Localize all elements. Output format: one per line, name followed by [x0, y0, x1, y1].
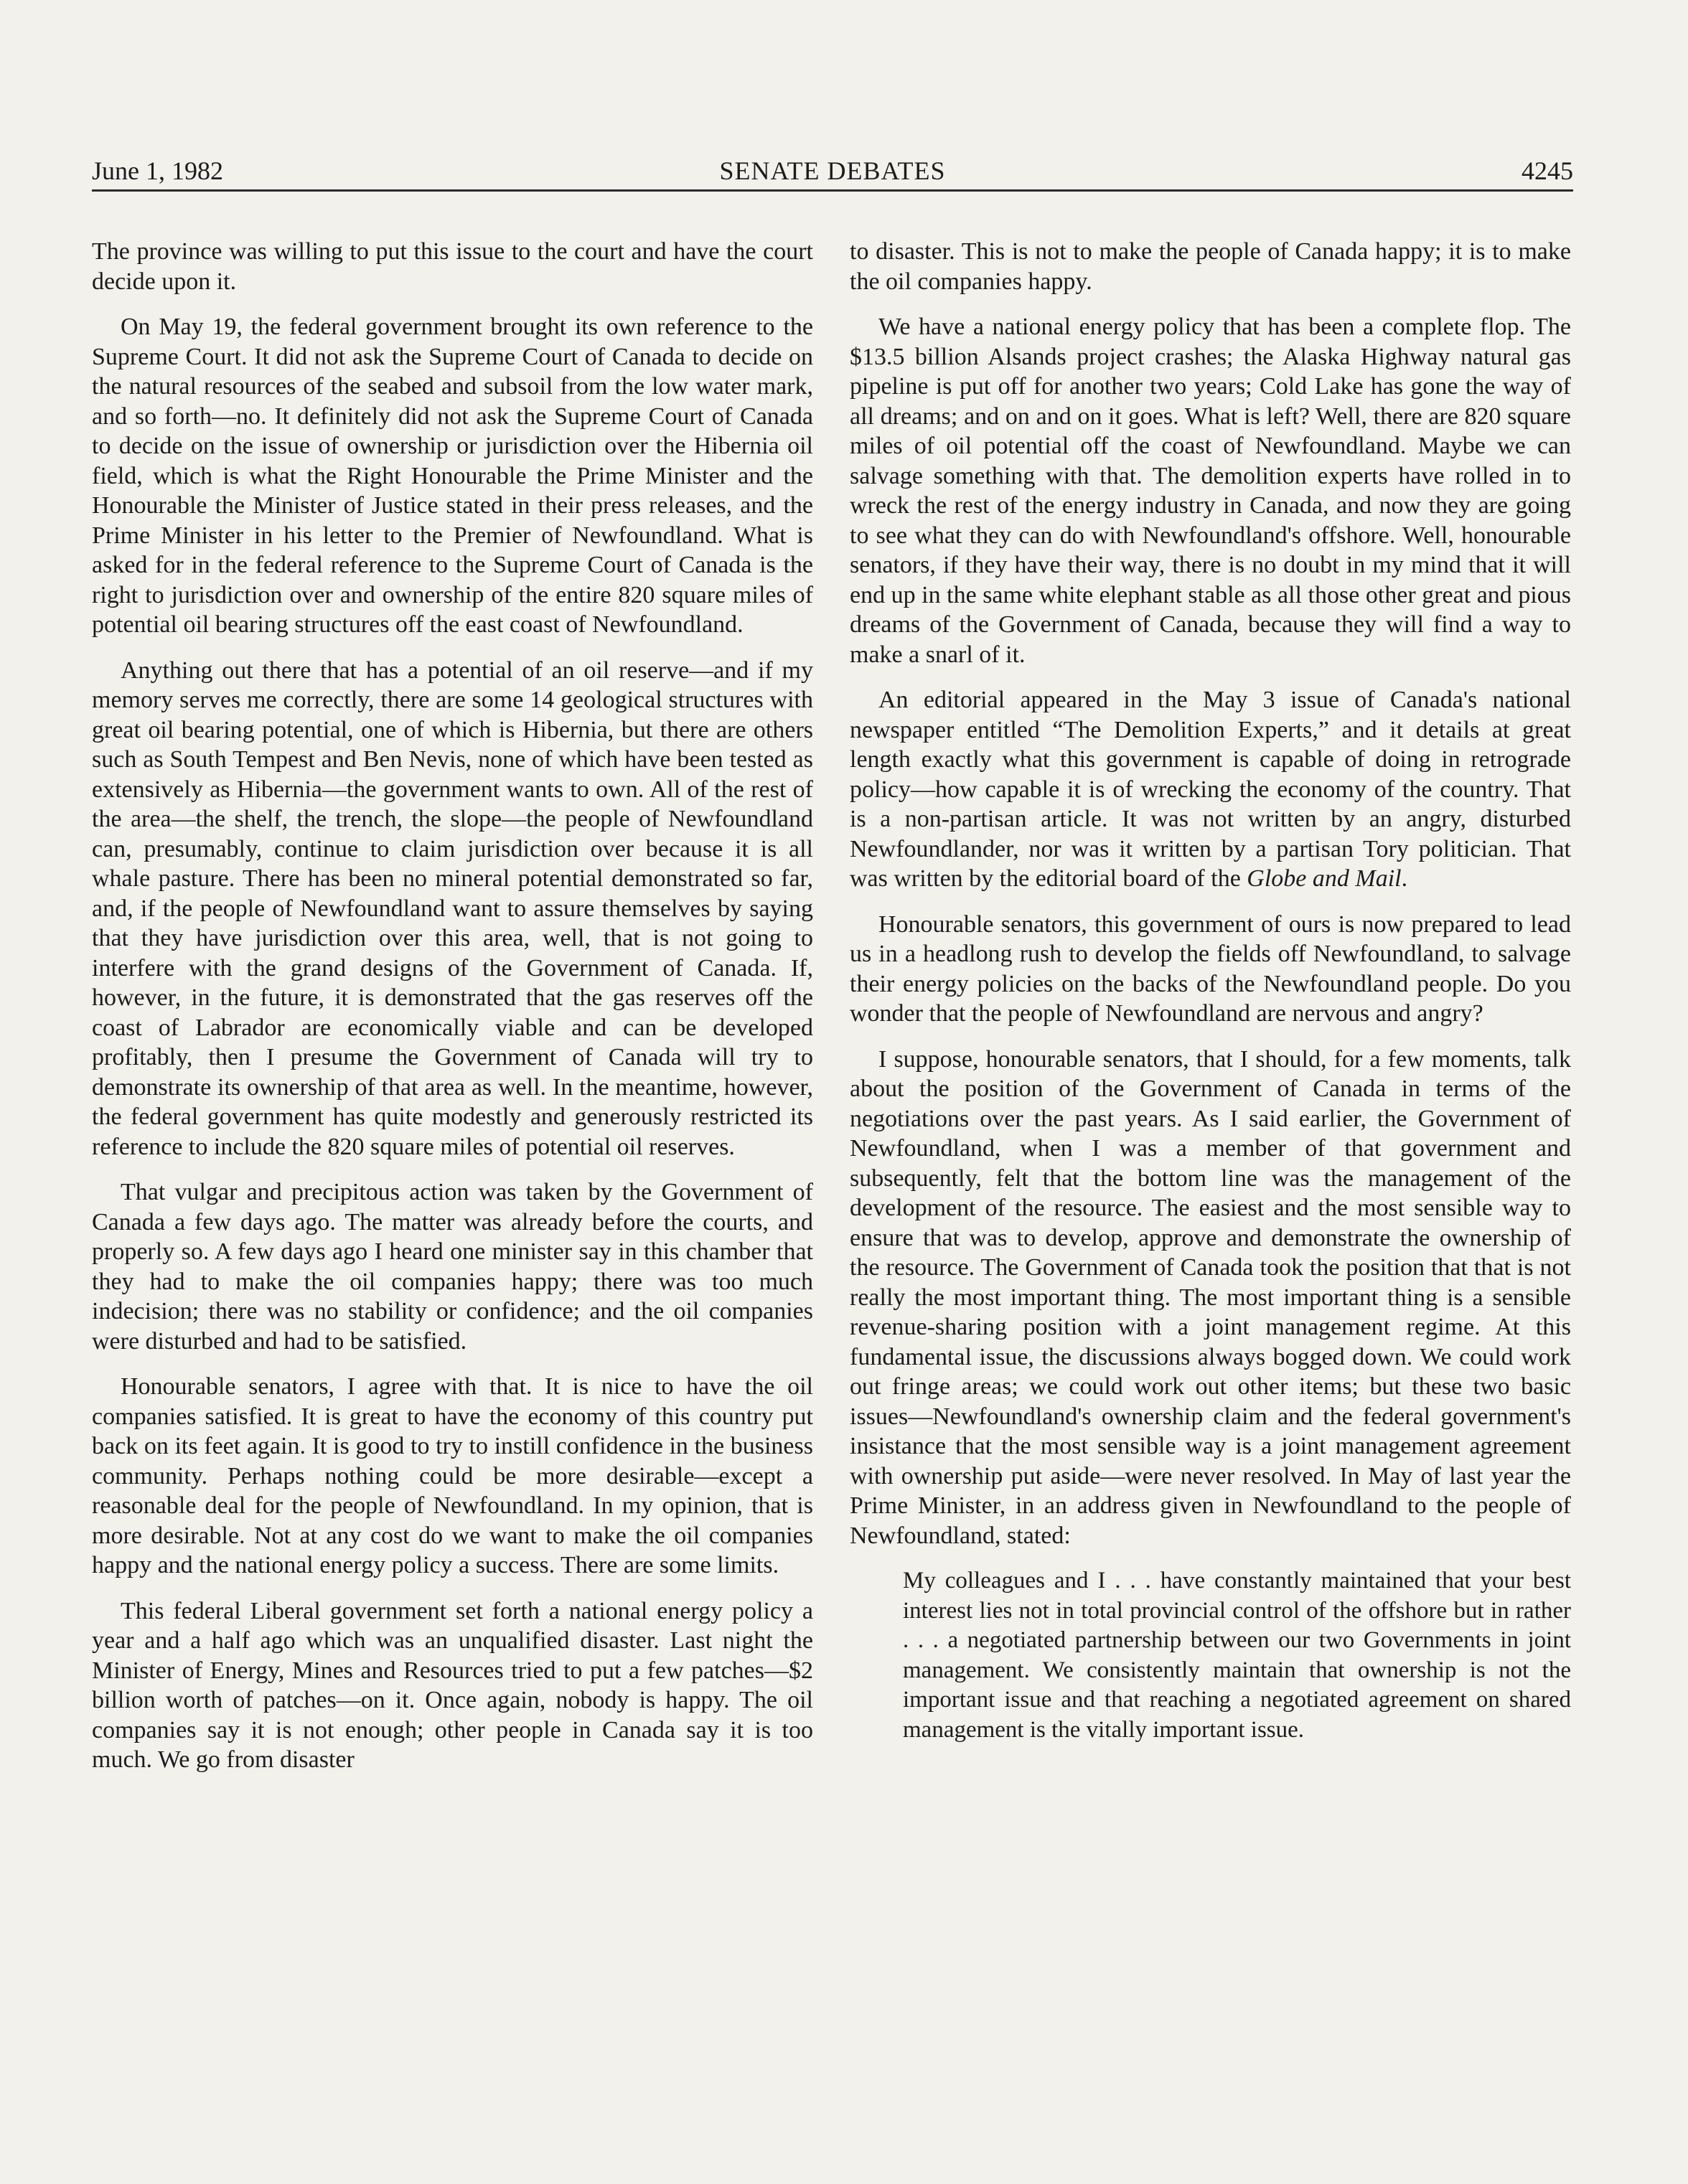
paragraph: Honourable senators, I agree with that. It is nice to have the oil companies satisfied. It is great to have the economy of this country put back on its feet again. It is good to try to instill confidence in the business community. Perhaps nothing could be more desirable—except a reasonable deal for the people of Newfoundland. In my opinion, that is more desirable. Not at any cost do we want to make the oil companies happy and the national energy policy a success. There are some limits.: [92, 1373, 813, 1578]
newspaper-title: Globe and Mail: [1247, 865, 1402, 892]
paragraph: Honourable senators, this government of ours is now prepared to lead us in a headlong rush to develop the fields off Newfoundland, to salvage their energy policies on the backs of the Newfoundland people. Do you wonder that the people of Newfoundland are nervous and angry?: [850, 910, 1571, 1027]
paragraph: I suppose, honourable senators, that I should, for a few moments, talk about the position of the Government of Canada in terms of the negotiations over the past years. As I said earlier, the Government of Newfoundland, when I was a member of that government and subsequently, felt that the bottom line was the management of the development of the resource. The easiest and the most sensible way to ensure that was to develop, approve and demonstrate the ownership of the resource. The Government of Canada took the position that that is not really the most important thing. The most important thing is a sensible revenue-sharing position with a joint management regime. At this fundamental issue, the discussions always bogged down. We could work out fringe areas; we could work out other items; but these two basic issues—Newfoundland's ownership claim and the federal government's insistance that the most sensible way is a joint management agreement with ownership put aside—were never resolved. In May of last year the Prime Minister, in an address given in Newfoundland to the people of Newfoundland, stated:: [850, 1045, 1571, 1549]
paragraph: [850, 685, 1571, 894]
header-title: SENATE DEBATES: [719, 156, 946, 185]
paragraph: to disaster. This is not to make the people of Canada happy; it is to make the oil companies happy.: [850, 238, 1571, 295]
paragraph-end: .: [1401, 865, 1408, 892]
header-page-number: 4245: [1521, 156, 1573, 185]
block-quote: My colleagues and I . . . have constantly maintained that your best interest lies not in total provincial control of the offshore but in rather . . . a negotiated partnership between our two Governments in joint management. We consistently maintain that ownership is not the important issue and that reaching a negotiated agreement on shared management is the vitally important issue.: [903, 1568, 1571, 1743]
paragraph: The province was willing to put this issue to the court and have the court decide upon it.: [92, 238, 813, 295]
paragraph: That vulgar and precipitous action was taken by the Government of Canada a few days ago. The matter was already before the courts, and properly so. A few days ago I heard one minister say in this chamber that they had to make the oil companies happy; there was too much indecision; there was no stability or confidence; and the oil companies were disturbed and had to be satisfied.: [92, 1179, 813, 1355]
paragraph: We have a national energy policy that has been a complete flop. The $13.5 billion Alsands project crashes; the Alaska Highway natural gas pipeline is put off for another two years; Cold Lake has gone the way of all dreams; and on and on it goes. What is left? Well, there are 820 square miles of oil potential off the coast of Newfoundland. Maybe we can salvage something with that. The demolition experts have rolled in to wreck the rest of the energy industry in Canada, and now they are going to see what they can do with Newfoundland's offshore. Well, honourable senators, if they have their way, there is no doubt in my mind that it will end up in the same white elephant stable as all those other great and pious dreams of the Government of Canada, because they will find a way to make a snarl of it.: [850, 314, 1571, 668]
paragraph: Anything out there that has a potential of an oil reserve—and if my memory serves me correctly, there are some 14 geological structures with great oil bearing potential, one of which is Hibernia, but there are others such as South Tempest and Ben Nevis, none of which have been tested as extensively as Hibernia—the government wants to own. All of the rest of the area—the shelf, the trench, the slope—the people of Newfoundland can, presumably, continue to claim jurisdiction over because it is all whale pasture. There has been no mineral potential demonstrated so far, and, if the people of Newfoundland want to assure themselves by saying that they have jurisdiction over this area, well, that is not going to interfere with the grand designs of the Government of Canada. If, however, in the future, it is demonstrated that the gas reserves off the coast of Labrador are economically viable and can be developed profitably, then I presume the Government of Canada will try to demonstrate its ownership of that area as well. In the meantime, however, the federal government has quite modestly and generously restricted its reference to include the 820 square miles of potential oil reserves.: [92, 656, 813, 1160]
right-column: [850, 237, 1571, 1761]
paragraph-text: An editorial appeared in the May 3 issue of Canada's national newspaper entitled “The Demolition Experts,” and it details at great length exactly what this government is capable of doing in retrograde policy—how capable it is of wrecking the economy of the country. That is a non-partisan article. It was not written by an angry, disturbed Newfoundlander, nor was it written by a partisan Tory politician. That was written by the editorial board of the: [850, 687, 1571, 892]
header-date: June 1, 1982: [92, 156, 223, 185]
left-column: [92, 237, 813, 1791]
paragraph: This federal Liberal government set forth a national energy policy a year and a half ago which was an unqualified disaster. Last night the Minister of Energy, Mines and Resources tried to put a few patches—$2 billion worth of patches—on it. Once again, nobody is happy. The oil companies say it is not enough; other people in Canada say it is too much. We go from disaster: [92, 1597, 813, 1773]
paragraph: On May 19, the federal government brought its own reference to the Supreme Court. It did not ask the Supreme Court of Canada to decide on the natural resources of the seabed and subsoil from the low water mark, and so forth—no. It definitely did not ask the Supreme Court of Canada to decide on the issue of ownership or jurisdiction over the Hibernia oil field, which is what the Right Honourable the Prime Minister and the Honourable the Minister of Justice stated in their press releases, and the Prime Minister in his letter to the Premier of Newfoundland. What is asked for in the federal reference to the Supreme Court of Canada is the right to jurisdiction over and ownership of the entire 820 square miles of potential oil bearing structures off the east coast of Newfoundland.: [92, 314, 813, 638]
page-header: [92, 152, 1573, 192]
